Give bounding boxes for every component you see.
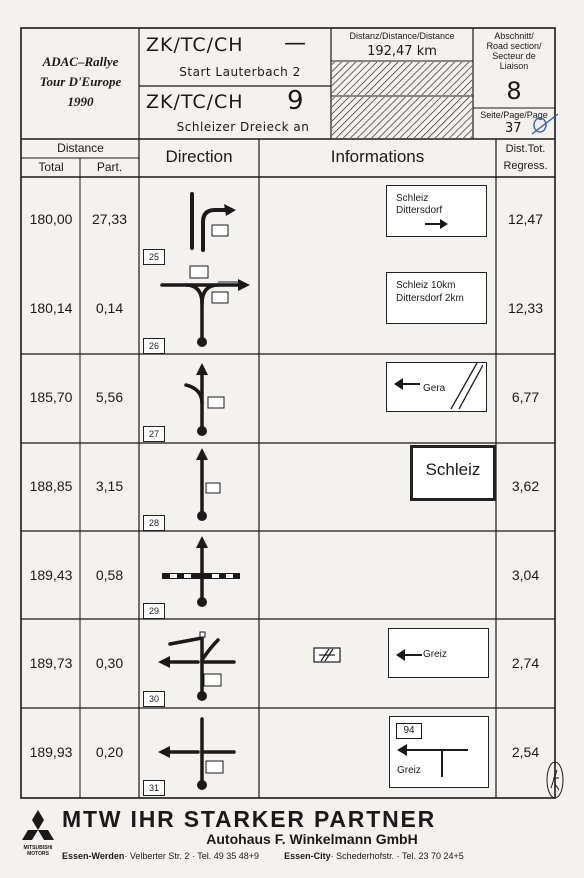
- row-30-tulip-icon: [140, 620, 258, 708]
- mitsubishi-logo-icon: [18, 808, 58, 848]
- row-25-road-sign: [386, 185, 487, 237]
- col-dist-tot: Dist.Tot.: [505, 143, 546, 155]
- rally-name: ADAC–Rallye: [42, 54, 119, 69]
- row-26-tulip-icon: [140, 262, 258, 354]
- row-30-sign-line1: Greiz: [423, 649, 447, 660]
- row-29-part: 0,58: [95, 567, 124, 583]
- col-part: Part.: [96, 160, 123, 174]
- hatched-box-upper: [332, 62, 472, 95]
- row-25-tulip-icon: [140, 178, 258, 266]
- row-25-regress: 12,47: [507, 211, 544, 227]
- section-label-1: Abschnitt/: [494, 31, 534, 41]
- row-25-sign-line2: Dittersdorf: [396, 205, 443, 216]
- row-30-number: 30: [143, 691, 165, 707]
- row-25-number: 25: [143, 249, 165, 265]
- distance-label: Distanz/Distance/Distance: [349, 31, 455, 41]
- tc-from-number: —: [284, 31, 306, 56]
- pen-mark-icon: [528, 112, 562, 136]
- row-30-part: 0,30: [95, 655, 124, 671]
- row-26-regress: 12,33: [507, 300, 544, 316]
- section-value: 8: [506, 77, 522, 105]
- row-25-total: 180,00: [29, 211, 73, 227]
- row-30-road-sign: [388, 628, 489, 678]
- row-31-road-sign: [389, 716, 489, 788]
- row-26-road-sign: [386, 272, 487, 324]
- row-28-part: 3,15: [95, 478, 124, 494]
- row-30-info-mark-icon: [313, 647, 341, 663]
- row-31-number: 31: [143, 780, 165, 796]
- row-26-sign-line2: Dittersdorf 2km: [396, 293, 464, 304]
- tc-to-place: Schleizer Dreieck an: [176, 120, 310, 134]
- row-27-regress: 6,77: [511, 389, 540, 405]
- tc-from-code: ZK/TC/CH: [146, 34, 244, 56]
- row-28-total: 188,85: [29, 478, 73, 494]
- row-28-road-sign: [410, 445, 496, 501]
- row-26-total: 180,14: [29, 300, 73, 316]
- footer-left-city: Essen-Werden: [62, 851, 125, 861]
- row-25-sign-line1: Schleiz: [396, 193, 429, 204]
- row-29-tulip-icon: [140, 532, 258, 618]
- col-total: Total: [38, 160, 64, 174]
- col-distance: Distance: [57, 141, 104, 155]
- row-28-sign-line1: Schleiz: [425, 460, 481, 479]
- row-28-tulip-icon: [140, 444, 258, 530]
- row-26-sign-line1: Schleiz 10km: [396, 280, 456, 291]
- col-direction: Direction: [165, 147, 233, 166]
- row-29-total: 189,43: [29, 567, 73, 583]
- row-31-sign-line1: Greiz: [397, 765, 421, 776]
- section-label-3: Secteur de: [492, 51, 536, 61]
- row-27-strike-icon: [437, 363, 483, 409]
- row-27-tulip-icon: [140, 355, 258, 442]
- tc-from-place: Start Lauterbach 2: [179, 65, 301, 79]
- footer-right-address: · Schederhofstr. · Tel. 23 70 24+5: [330, 851, 464, 861]
- distance-value: 192,47 km: [367, 44, 437, 59]
- row-27-sign-line1: Gera: [423, 383, 446, 394]
- row-26-number: 26: [143, 338, 165, 354]
- page-value: 37: [505, 121, 522, 136]
- row-31-regress: 2,54: [511, 744, 540, 760]
- row-27-number: 27: [143, 426, 165, 442]
- row-31-total: 189,93: [29, 744, 73, 760]
- tc-to-number: 9: [287, 86, 304, 116]
- row-30-total: 189,73: [29, 655, 73, 671]
- row-27-part: 5,56: [95, 389, 124, 405]
- row-31-route-badge: 94: [396, 723, 422, 739]
- tc-to-code: ZK/TC/CH: [146, 91, 244, 113]
- row-28-regress: 3,62: [511, 478, 540, 494]
- row-29-regress: 3,04: [511, 567, 540, 583]
- rally-subtitle: Tour D'Europe: [39, 74, 122, 89]
- row-27-total: 185,70: [29, 389, 73, 405]
- hatched-box-lower: [332, 97, 472, 138]
- row-31-part: 0,20: [95, 744, 124, 760]
- right-arrow-icon: [423, 218, 449, 230]
- footer-slogan: MTW IHR STARKER PARTNER: [62, 806, 437, 832]
- left-arrow-icon: [393, 377, 421, 391]
- rally-year: 1990: [67, 94, 94, 109]
- col-informations: Informations: [330, 147, 425, 166]
- signature-mark-icon: [545, 760, 565, 800]
- row-29-number: 29: [143, 603, 165, 619]
- row-25-part: 27,33: [91, 211, 128, 227]
- page-label: Seite/Page/Page: [480, 110, 548, 120]
- section-label-2: Road section/: [486, 41, 542, 51]
- row-27-road-sign: [386, 362, 487, 412]
- row-28-number: 28: [143, 515, 165, 531]
- section-label-4: Liaison: [499, 61, 529, 71]
- row-31-tulip-icon: [140, 709, 258, 797]
- row-26-part: 0,14: [95, 300, 124, 316]
- left-arrow-icon: [395, 648, 423, 662]
- col-regress: Regress.: [503, 160, 548, 172]
- footer-company: Autohaus F. Winkelmann GmbH: [206, 831, 418, 847]
- row-30-regress: 2,74: [511, 655, 540, 671]
- mitsubishi-logo-text: MITSUBISHI MOTORS: [23, 845, 53, 857]
- footer-left-address: · Velberter Str. 2 · Tel. 49 35 48+9: [124, 851, 260, 861]
- footer-right-city: Essen-City: [284, 851, 331, 861]
